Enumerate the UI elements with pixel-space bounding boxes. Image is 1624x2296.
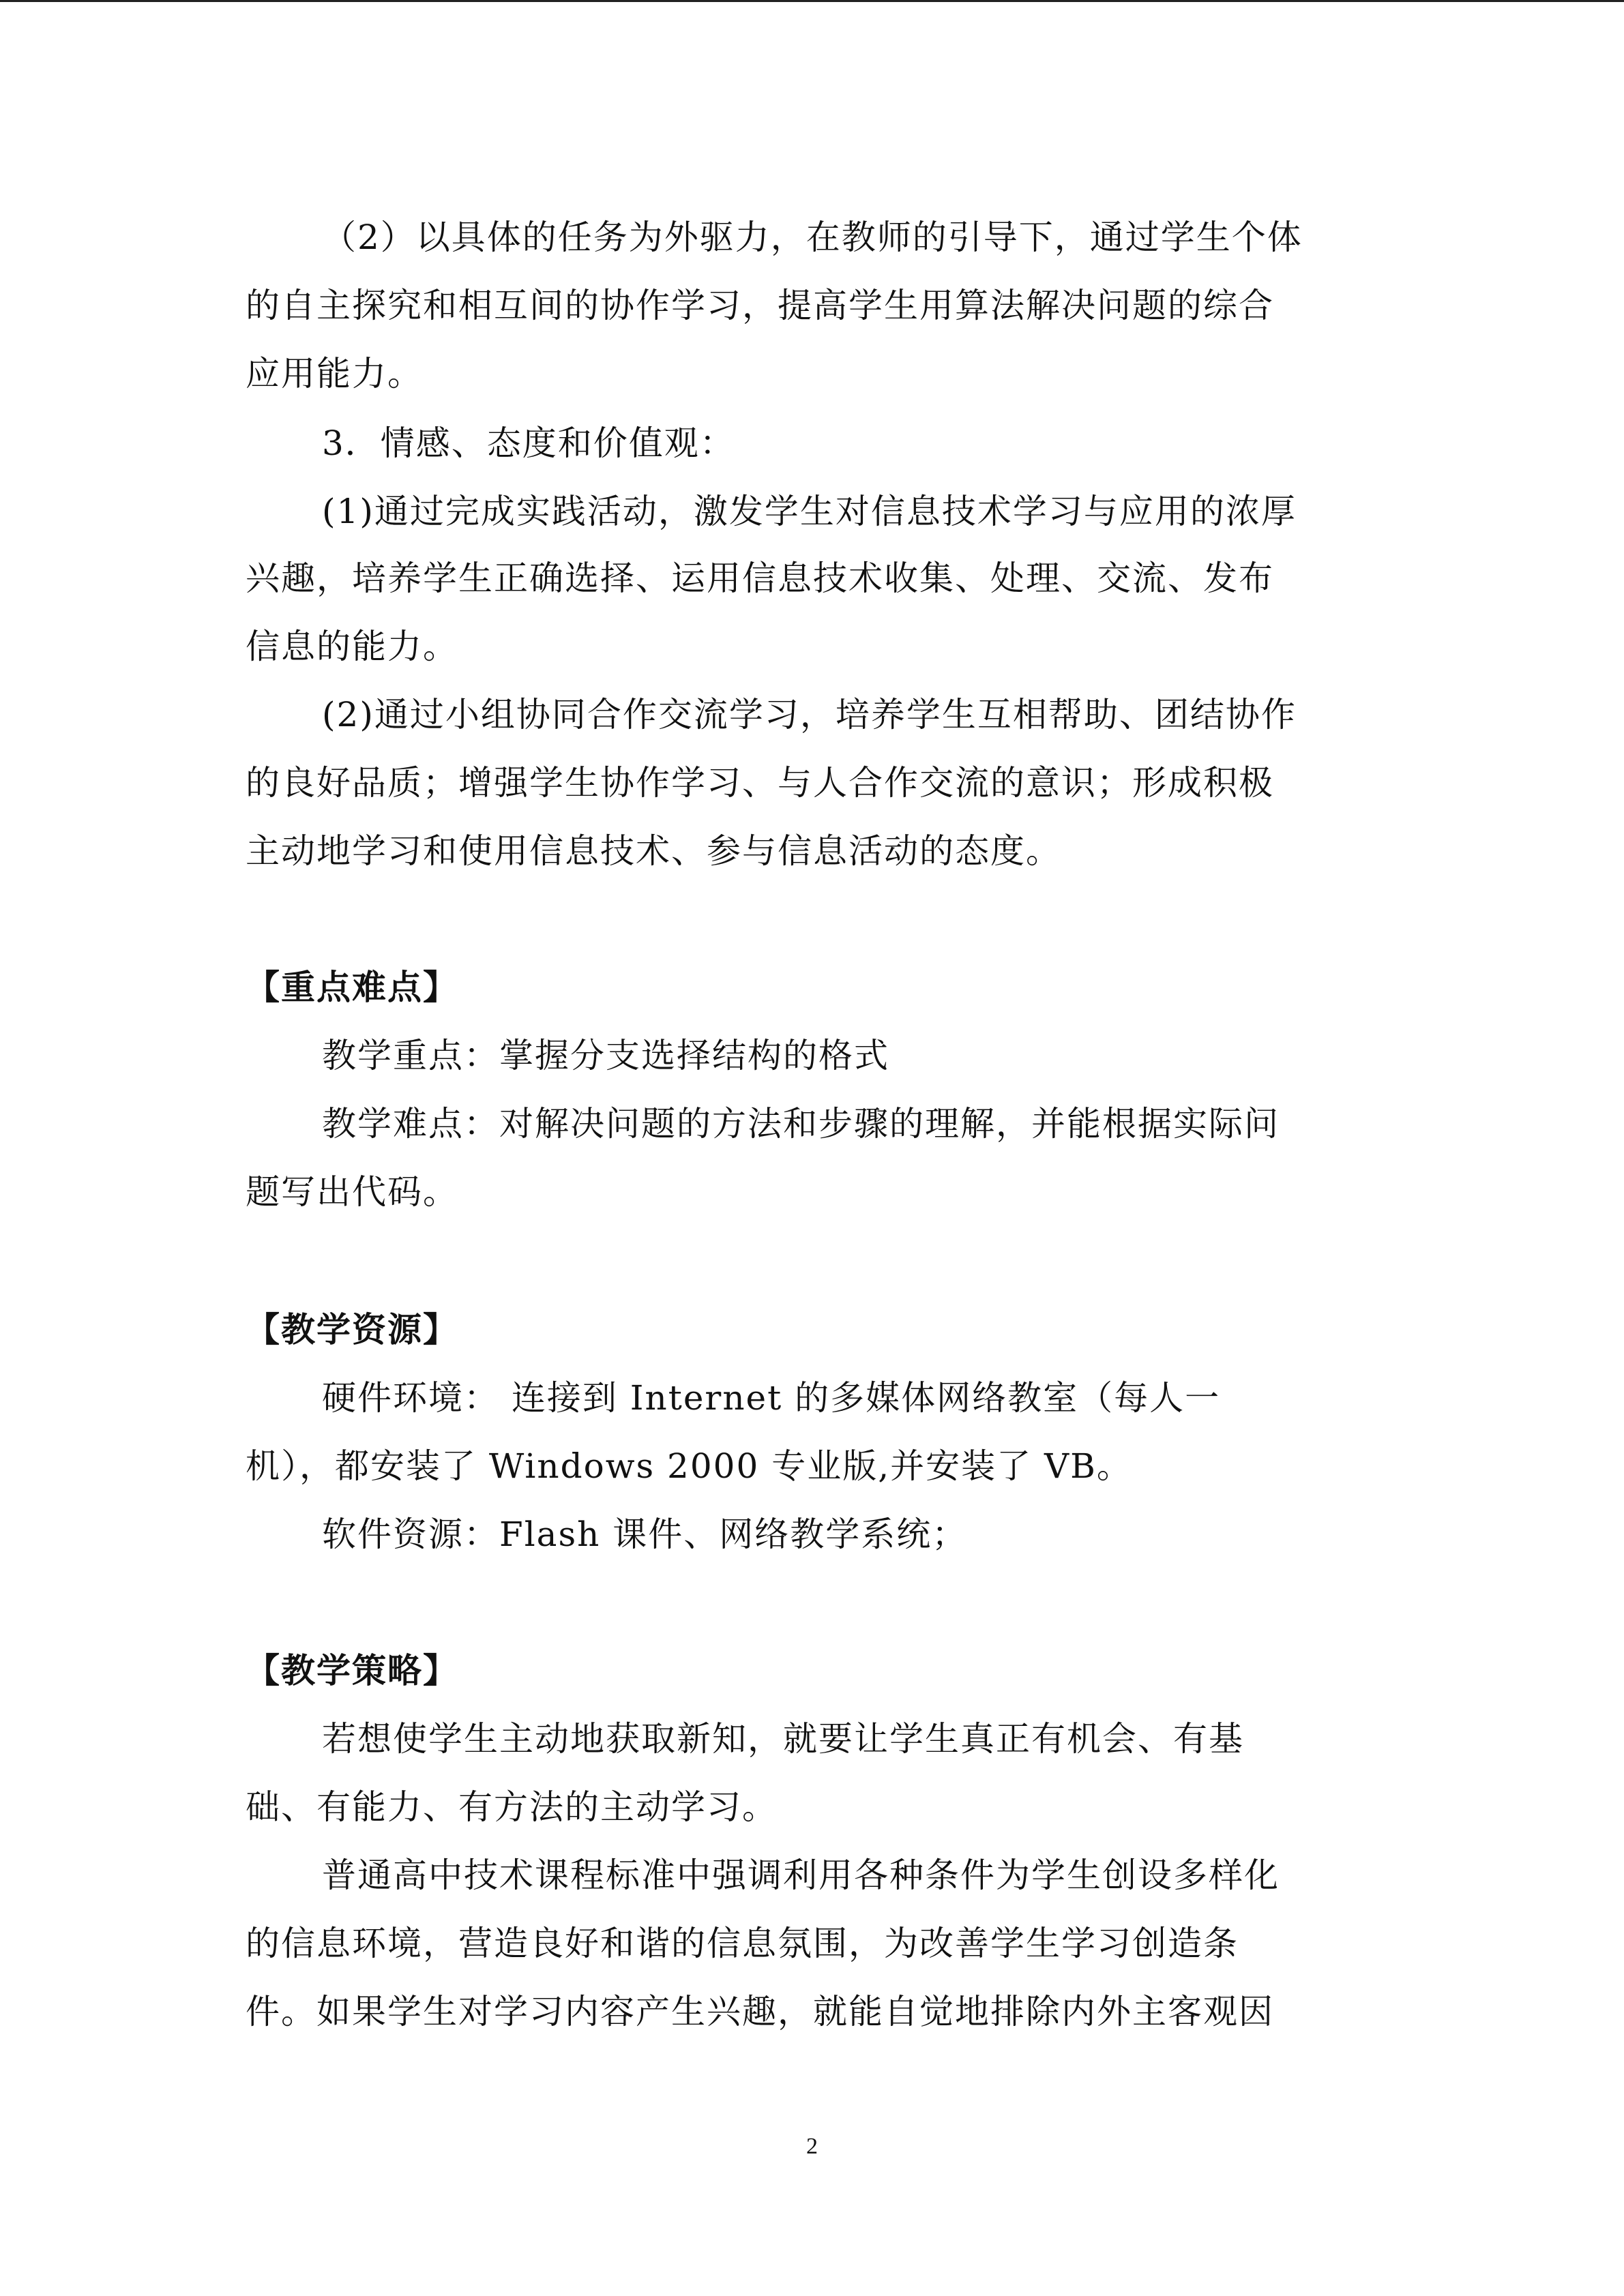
section-heading-key-points: 【重点难点】	[246, 968, 458, 1007]
paragraph-line: 的自主探究和相互间的协作学习，提高学生用算法解决问题的综合	[246, 286, 1274, 325]
paragraph-line: 普通高中技术课程标准中强调利用各种条件为学生创设多样化	[322, 1855, 1280, 1895]
section-subheading: 3．情感、态度和价值观：	[322, 423, 735, 463]
paragraph-line: 教学难点：对解决问题的方法和步骤的理解，并能根据实际问	[322, 1104, 1280, 1144]
paragraph-line: 兴趣，培养学生正确选择、运用信息技术收集、处理、交流、发布	[246, 558, 1274, 598]
paragraph-line: 件。如果学生对学习内容产生兴趣，就能自觉地排除内外主客观因	[246, 1992, 1274, 2031]
paragraph-line: 教学重点：掌握分支选择结构的格式	[322, 1036, 889, 1075]
section-heading-teaching-strategy: 【教学策略】	[246, 1651, 458, 1690]
paragraph-line: 主动地学习和使用信息技术、参与信息活动的态度。	[246, 831, 1061, 871]
paragraph-line: （2）以具体的任务为外驱力，在教师的引导下，通过学生个体	[322, 218, 1303, 257]
paragraph-line: 软件资源：Flash 课件、网络教学系统；	[322, 1515, 968, 1554]
section-heading-teaching-resources: 【教学资源】	[246, 1310, 458, 1350]
paragraph-line: 信息的能力。	[246, 627, 458, 666]
paragraph-line: 若想使学生主动地获取新知，就要让学生真正有机会、有基	[322, 1719, 1244, 1759]
paragraph-line: 的良好品质；增强学生协作学习、与人合作交流的意识；形成积极	[246, 763, 1274, 803]
paragraph-line: 题写出代码。	[246, 1172, 458, 1212]
paragraph-line: 础、有能力、有方法的主动学习。	[246, 1787, 778, 1827]
paragraph-line: 应用能力。	[246, 354, 423, 393]
page-number: 2	[806, 2134, 818, 2159]
paragraph-line: 机），都安装了 Windows 2000 专业版,并安装了 VB。	[246, 1446, 1132, 1486]
paragraph-line: 的信息环境，营造良好和谐的信息氛围，为改善学生学习创造条	[246, 1924, 1239, 1963]
paragraph-line: (2)通过小组协同合作交流学习，培养学生互相帮助、团结协作	[322, 695, 1297, 734]
paragraph-line: (1)通过完成实践活动，激发学生对信息技术学习与应用的浓厚	[322, 492, 1297, 531]
paragraph-line: 硬件环境： 连接到 Internet 的多媒体网络教室（每人一	[322, 1378, 1221, 1418]
